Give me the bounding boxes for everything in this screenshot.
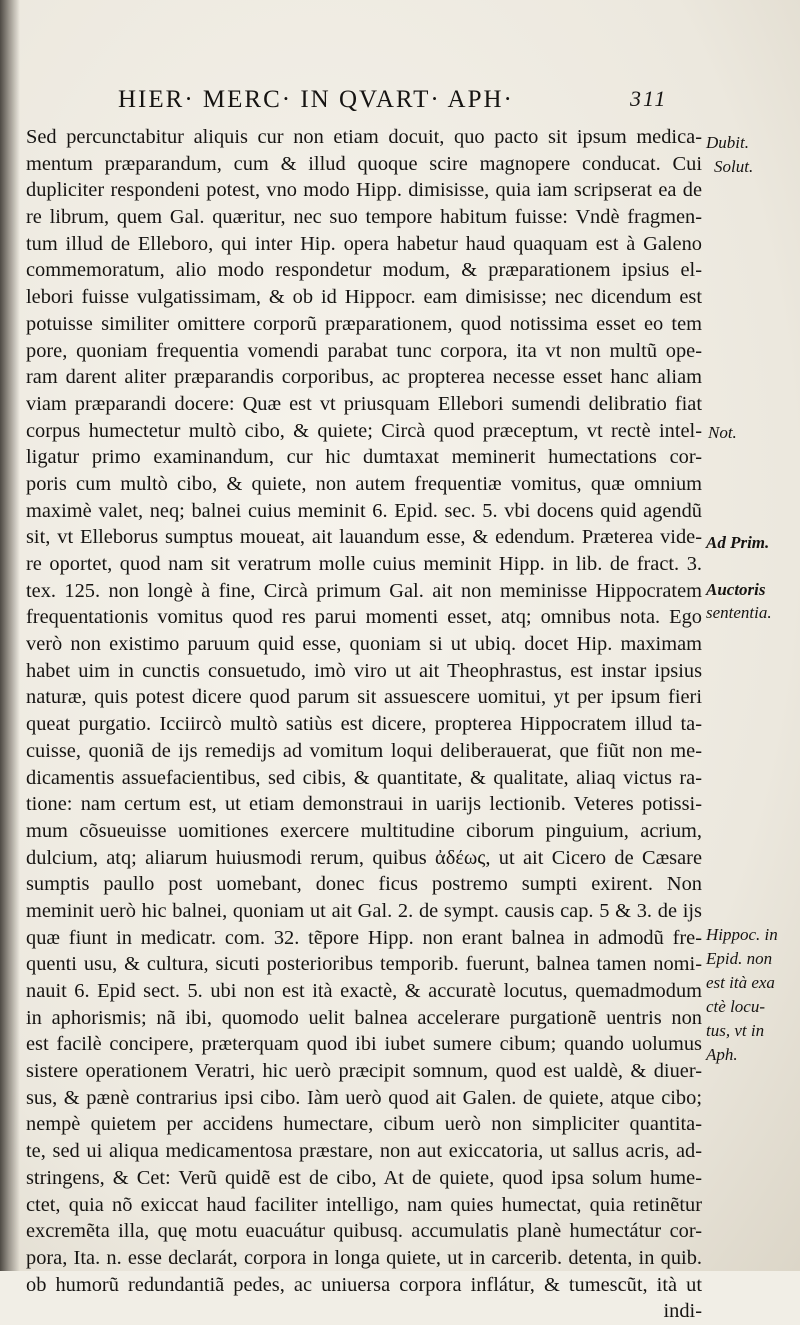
text-line: mum cõsueuisse uomitiones exercere multitudine ciborum pinguium, acrium, — [26, 819, 702, 842]
main-text-block — [26, 124, 702, 1325]
text-line: ram darent aliter præparandis corporibus, ac propterea necesse esset hanc aliam — [26, 366, 702, 389]
text-line: Sed percunctabitur aliquis cur non etiam docuit, quo pacto sit ipsum medica- — [26, 126, 702, 148]
text-line: est facilè concipere, præterquam quod ibi iubet sumere cibum; quando uolumus — [26, 1033, 702, 1056]
text-line: nempè quietem per accidens humectare, cibum uerò non simpliciter quantita- — [26, 1113, 702, 1136]
text-line: te, sed ui aliqua medicamentosa præstare, non aut exiccatoria, ut sallus acris, ad- — [26, 1140, 702, 1163]
text-line: stringens, & Cet: Verũ quidẽ est de cibo, At de quiete, quod ipsa solum hume- — [26, 1166, 702, 1189]
margin-note-epid: Epid. non — [706, 949, 773, 968]
text-line: cuisse, quoniã de ijs remedijs ad vomitum loqui deliberauerat, que fiũt non me- — [26, 739, 702, 762]
text-line: tione: nam certum est, ut etiam demonstraui in uarijs lectionib. Veteres potissi- — [26, 793, 702, 816]
text-line: sumptis paullo post uomebant, donec ficus postremo sumpti exirent. Non — [26, 873, 702, 896]
text-line: nauit 6. Epid sect. 5. ubi non est ità exactè, & accuratè locutus, quemadmodum — [26, 980, 702, 1002]
margin-note-tus-vt: tus, vt in — [706, 1021, 765, 1040]
header-title: HIER· MERC· IN QVART· APH· — [118, 86, 514, 113]
margin-note-sententia: sententia. — [706, 603, 772, 622]
margin-note-est-ita: est ità exa — [706, 973, 775, 992]
text-line: tum illud de Elleboro, qui inter Hip. opera habetur haud quaquam est à Galeno — [26, 232, 702, 255]
text-line: re librum, quem Gal. quæritur, nec suo tempore habitum fuisse: Vndè fragmen- — [26, 206, 702, 229]
margin-note-ad-prim: Ad Prim. — [706, 533, 770, 552]
margin-note-auctoris: Auctoris — [706, 580, 766, 599]
text-line: sistere operationem Veratri, hic uerò præcipit somnum, quod est ualdè, & diuer- — [26, 1060, 702, 1083]
text-line: sus, & pænè contrarius ipsi cibo. Iàm uerò quod ait Galen. de quiete, atque cibo; — [26, 1086, 702, 1109]
text-line: quæ fiunt in medicatr. com. 32. tẽpore Hipp. non erant balnea in admodũ fre- — [26, 926, 702, 949]
text-line: ligatur primo examinandum, cur hic dumtaxat meminerit humectations cor- — [26, 446, 702, 469]
text-line: mentum præparandum, cum & illud quoque scire magnopere conducat. Cui — [26, 152, 702, 175]
text-line: dicamentis assuefacientibus, sed cibis, & quantitate, & qualitate, aliaq victus ra- — [26, 766, 702, 789]
book-binding-shadow — [0, 0, 20, 1271]
text-line: verò non existimo paruum quid esse, quoniam si ut ubiq. docet Hip. maximam — [26, 633, 702, 656]
text-line: ob humorũ redundantiã pedes, ac uniuersa corpora inflátur, & tumescũt, ità ut — [26, 1273, 702, 1296]
text-line: sit, vt Elleborus sumptus moueat, ait lauandum esse, & edendum. Præterea vide- — [26, 526, 702, 549]
text-line: habet uim in cunctis consuetudo, imò viro ut ait Theophrastus, est instar ipsius — [26, 659, 702, 682]
text-line: excremẽta illa, quę motu euacuátur quibusq. accumulatis planè humectátur cor- — [26, 1220, 702, 1243]
text-line: maximè valet, neq; balnei cuius meminit 6. Epid. sec. 5. vbi docens quid agendũ — [26, 499, 702, 522]
text-line: quenti usu, & cultura, sicuti posterioribus temporib. fuerunt, balnea tamen nomi- — [26, 953, 702, 976]
text-line: corpus humectetur multò cibo, & quiete; Circà quod præceptum, vt rectè intel- — [26, 419, 702, 442]
text-line: in aphorismis; nã ibi, quomodo uelit balnea accelerare purgationẽ uentris non — [26, 1006, 702, 1029]
text-line: meminit uerò hic balnei, quoniam ut ait Gal. 2. de sympt. causis cap. 5 & 3. de ijs — [26, 899, 702, 922]
running-header — [118, 86, 678, 116]
margin-note-dubit: Dubit. — [706, 133, 749, 152]
margin-note-cte-locu: ctè locu- — [706, 997, 765, 1016]
text-line: naturæ, quis potest dicere quod parum sit assuescere uomitui, yt per ipsum fieri — [26, 686, 702, 709]
margin-note-hippoc: Hippoc. in — [706, 925, 778, 944]
text-line: potuisse similiter omittere corporũ præparationem, quod notissima esset eo tem — [26, 312, 702, 335]
margin-note-not: Not. — [708, 423, 737, 442]
text-line: frequentationis vomitus quod res parui momenti esset, atq; omnibus nota. Ego — [26, 606, 702, 629]
text-line: pore, quoniam frequentia vomendi parabat tunc corpora, ita vt non multũ ope- — [26, 339, 702, 362]
margin-note-aph: Aph. — [706, 1045, 738, 1064]
text-line: pora, Ita. n. esse declarát, corpora in longa quiete, ut in carcerib. detenta, in quib. — [26, 1246, 702, 1269]
page-number: 311 — [630, 86, 668, 111]
text-line: dupliciter respondeni potest, vno modo Hipp. dimisisse, quia iam scripserat ea de — [26, 179, 702, 202]
text-line: viam præparandi docere: Quæ est vt priusquam Ellebori sumendi delibratio fiat — [26, 392, 702, 415]
text-line: lebori fuisse vulgatissimam, & ob id Hippocr. eam dimisisse; nec dicendum est — [26, 286, 702, 309]
text-line: poris cum multò cibo, & quiete, non autem frequentiæ vomitus, quæ omnium — [26, 472, 702, 495]
text-line: ctet, quia nõ exiccat haud faciliter intelligo, nam quies humectat, quia retinẽtur — [26, 1193, 702, 1216]
text-line: tex. 125. non longè à fine, Circà primum Gal. ait non meminisse Hippocratem — [26, 579, 702, 602]
text-line: re oportet, quod nam sit veratrum molle cuius meminit Hipp. in lib. de fract. 3. — [26, 553, 702, 575]
text-line: commemoratum, alio modo respondetur modum, & præparationem ipsius el- — [26, 259, 702, 282]
text-line: queat purgatio. Icciircò multò satiùs est dicere, propterea Hippocratem illud ta- — [26, 713, 702, 736]
text-line: dulcium, atq; aliarum huiusmodi rerum, quibus ἀδέως, ut ait Cicero de Cæsare — [26, 846, 702, 869]
text-line: indi- — [663, 1300, 702, 1323]
margin-note-solut: Solut. — [714, 157, 754, 176]
